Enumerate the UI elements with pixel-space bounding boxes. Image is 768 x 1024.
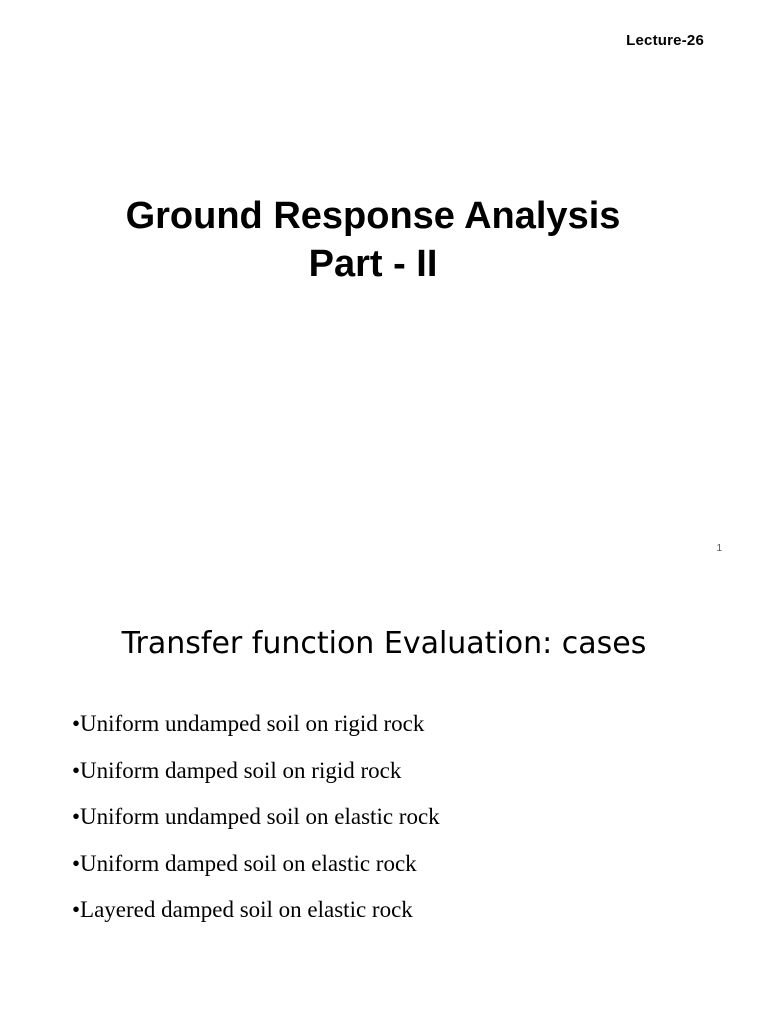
- list-item: •Uniform damped soil on elastic rock: [72, 850, 417, 876]
- list-item: •Uniform undamped soil on rigid rock: [72, 711, 425, 736]
- lecture-label: Lecture-26: [626, 32, 704, 49]
- title-line-2: Part - II: [308, 243, 438, 285]
- page-number: 1: [716, 543, 722, 554]
- list-item: •Uniform damped soil on rigid rock: [72, 757, 402, 783]
- case-list: [72, 709, 440, 942]
- list-item: •Uniform undamped soil on elastic rock: [72, 804, 440, 829]
- title-line-1: Ground Response Analysis: [125, 195, 621, 237]
- slide-title: [0, 192, 746, 288]
- slide-2: [0, 576, 768, 1024]
- list-item: •Layered damped soil on elastic rock: [72, 897, 413, 922]
- section-title: Transfer function Evaluation: cases: [121, 626, 647, 661]
